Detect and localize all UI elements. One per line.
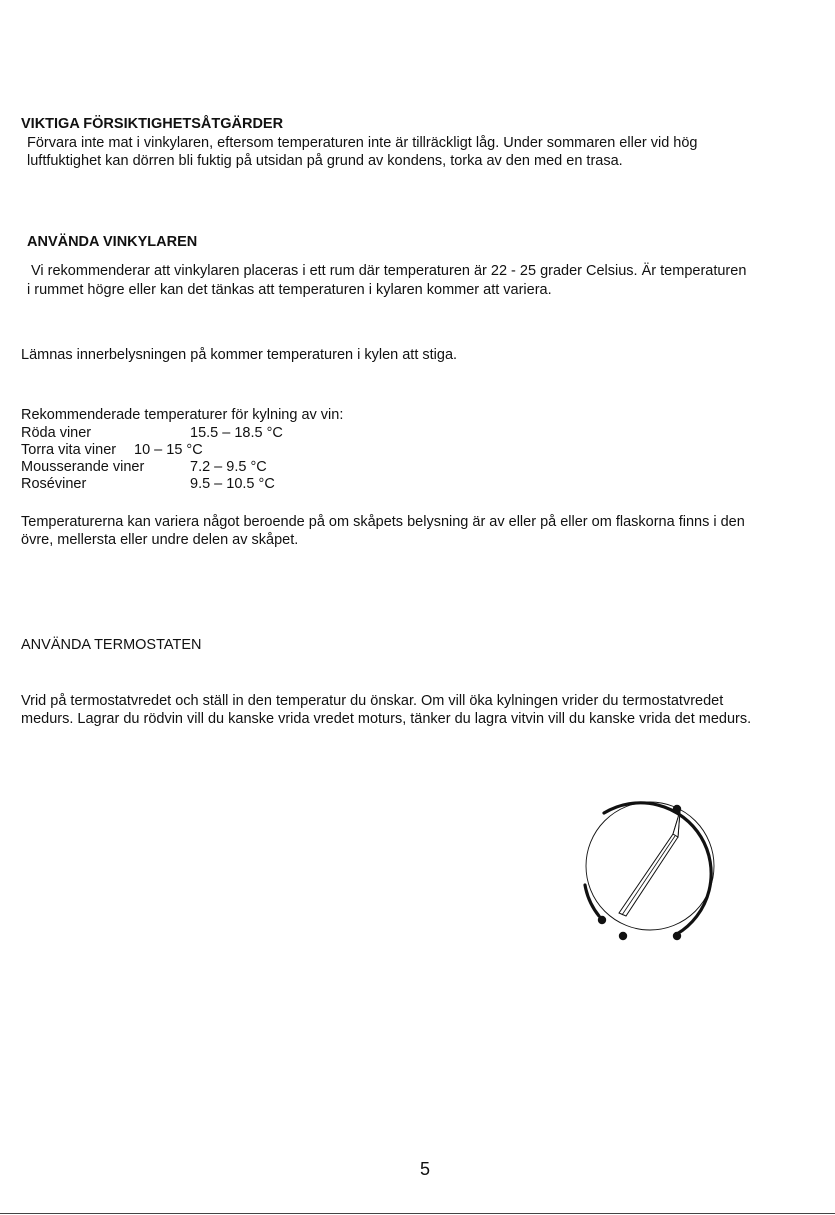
using-text-line-2: i rummet högre eller kan det tänkas att temperaturen i kylaren kommer att variera. bbox=[27, 282, 552, 298]
temperature-value: 15.5 – 18.5 °C bbox=[190, 425, 283, 441]
temperature-value: 10 – 15 °C bbox=[134, 442, 203, 458]
precautions-text-line-2: luftfuktighet kan dörren bli fuktig på utsidan på grund av kondens, torka av den med en trasa. bbox=[27, 153, 623, 169]
temperature-value: 7.2 – 9.5 °C bbox=[190, 459, 267, 475]
wine-type-label: Mousserande viner bbox=[21, 459, 145, 475]
temperatures-heading: Rekommenderade temperaturer för kylning av vin: bbox=[21, 407, 344, 423]
wine-type-label: Roséviner bbox=[21, 476, 87, 492]
precautions-text-line-1: Förvara inte mat i vinkylaren, eftersom temperaturen inte är tillräckligt låg. Under sommaren eller vid hög bbox=[27, 135, 698, 151]
lighting-text: Lämnas innerbelysningen på kommer temperaturen i kylen att stiga. bbox=[21, 347, 458, 363]
temperatures-note-line-2: övre, mellersta eller undre delen av skåpet. bbox=[21, 532, 299, 548]
thermostat-text-line-1: Vrid på termostatvredet och ställ in den temperatur du önskar. Om vill öka kylningen vrider du termostatvredet bbox=[21, 693, 724, 709]
using-heading: ANVÄNDA VINKYLAREN bbox=[27, 234, 198, 250]
temperature-row-rose bbox=[21, 475, 321, 493]
thermostat-heading: ANVÄNDA TERMOSTATEN bbox=[21, 637, 202, 653]
thermostat-dial-icon bbox=[570, 796, 730, 946]
wine-type-label: Röda viner bbox=[21, 425, 92, 441]
temperature-row-sparkling bbox=[21, 458, 321, 476]
temperatures-note-line-1: Temperaturerna kan variera något beroende på om skåpets belysning är av eller på eller om flaskorna finns i den bbox=[21, 514, 745, 530]
page-number: 5 bbox=[420, 1159, 431, 1179]
temperature-row-dry-white bbox=[21, 441, 321, 459]
temperature-row-red bbox=[21, 424, 321, 442]
thermostat-text-line-2: medurs. Lagrar du rödvin vill du kanske vrida vredet moturs, tänker du lagra vitvin vill du kanske vrida det medurs. bbox=[21, 711, 752, 727]
bottom-rule bbox=[0, 1213, 835, 1214]
wine-type-label: Torra vita viner bbox=[21, 442, 117, 458]
using-text-line-1: Vi rekommenderar att vinkylaren placeras i ett rum där temperaturen är 22 - 25 grader Celsius. Är temperaturen bbox=[31, 263, 747, 279]
temperature-value: 9.5 – 10.5 °C bbox=[190, 476, 275, 492]
precautions-heading: VIKTIGA FÖRSIKTIGHETSÅTGÄRDER bbox=[21, 116, 284, 132]
